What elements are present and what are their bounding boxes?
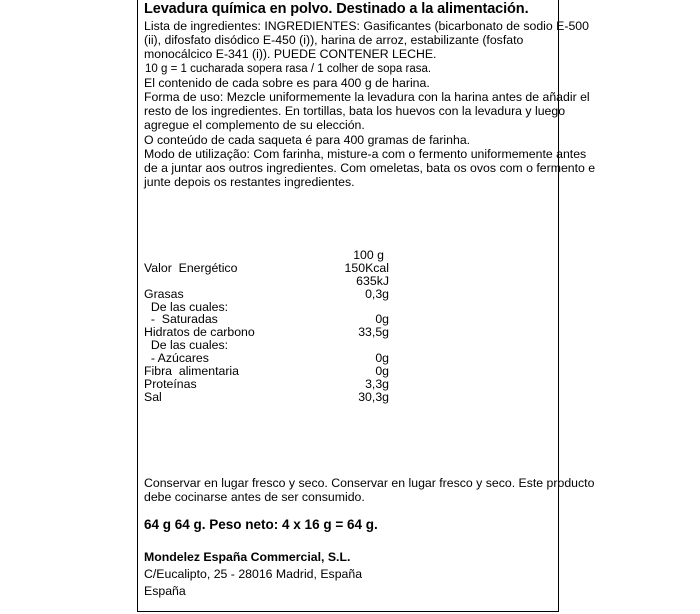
nutrition-row <box>144 365 404 378</box>
nutrition-row <box>144 262 404 275</box>
usage-line: resto de los ingredientes. En tortillas, bata los huevos con la levadura y luego <box>144 104 566 119</box>
ingredients-section <box>144 19 596 190</box>
usage-line: agregue el complemento de su elección. <box>144 118 365 133</box>
dose-line: 10 g = 1 cucharada sopera rasa / 1 colher de sopa rasa. <box>145 62 432 75</box>
nutrition-table <box>144 249 404 404</box>
label-panel <box>137 0 596 612</box>
ingredients-line: Lista de ingredientes: INGREDIENTES: Gasificantes (bicarbonato de sodio E-500 <box>144 19 589 33</box>
storage-line: debe cocinarse antes de ser consumido. <box>144 490 365 505</box>
storage-section <box>144 476 595 505</box>
nutrition-value: 3,3g <box>365 376 389 391</box>
nutrition-value: 0g <box>375 351 389 366</box>
nutrition-row <box>144 391 404 404</box>
nutrition-row <box>144 378 404 391</box>
storage-line: Conservar en lugar fresco y seco. Conservar en lugar fresco y seco. Este producto <box>144 476 595 490</box>
nutrition-label: Proteínas <box>144 376 197 391</box>
nutrition-value: 635kJ <box>356 273 389 288</box>
product-title: Levadura química en polvo. Destinado a la alimentación. <box>144 1 529 17</box>
company-country: España <box>144 583 186 598</box>
nutrition-value: 0g <box>375 364 389 379</box>
nutrition-label: Grasas <box>144 286 184 301</box>
usage-line: El contenido de cada sobre es para 400 g de harina. <box>144 75 430 90</box>
usage-line: junte depois os restantes ingredientes. <box>144 175 355 190</box>
nutrition-row <box>144 275 404 288</box>
nutrition-label: - Saturadas <box>144 312 218 327</box>
nutrition-label: De las cuales: <box>144 338 229 353</box>
company-name: Mondelez España Commercial, S.L. <box>144 550 351 564</box>
company-address: C/Eucalipto, 25 - 28016 Madrid, España <box>144 566 363 581</box>
nutrition-value: 0,3g <box>365 286 389 301</box>
nutrition-label: Valor Energético <box>144 260 238 275</box>
nutrition-value: 33,5g <box>358 325 389 340</box>
nutrition-label: Sal <box>144 389 162 404</box>
ingredients-line: (ii), difosfato disódico E-450 (i)), harina de arroz, estabilizante (fosfato <box>144 33 524 48</box>
nutrition-row <box>144 288 404 301</box>
nutrition-label: Fibra alimentaria <box>144 364 239 379</box>
nutrition-rows <box>144 262 404 404</box>
ingredients-line: monocálcico E-341 (i)). PUEDE CONTENER LECHE. <box>144 47 437 62</box>
nutrition-label: De las cuales: <box>144 299 229 314</box>
nutrition-header-row <box>144 249 404 262</box>
nutrition-label: Hidratos de carbono <box>144 325 255 340</box>
nutrition-value: 30,3g <box>358 389 389 404</box>
nutrition-value: 0g <box>375 312 389 327</box>
usage-line: de a juntar aos outros ingredientes. Com omeletas, bata os ovos com o fermento e <box>144 161 596 176</box>
usage-line: O conteúdo de cada saqueta é para 400 gramas de farinha. <box>144 132 471 147</box>
nutrition-header-value: 100 g <box>353 248 384 262</box>
usage-line: Modo de utilização: Com farinha, misture-a com o fermento uniformemente antes <box>144 146 587 161</box>
usage-line: Forma de uso: Mezcle uniformemente la levadura con la harina antes de añadir el <box>144 90 590 105</box>
company-section <box>144 549 362 599</box>
net-weight: 64 g 64 g. Peso neto: 4 x 16 g = 64 g. <box>144 517 378 532</box>
nutrition-label: - Azúcares <box>144 351 209 366</box>
nutrition-value: 150Kcal <box>344 260 389 275</box>
